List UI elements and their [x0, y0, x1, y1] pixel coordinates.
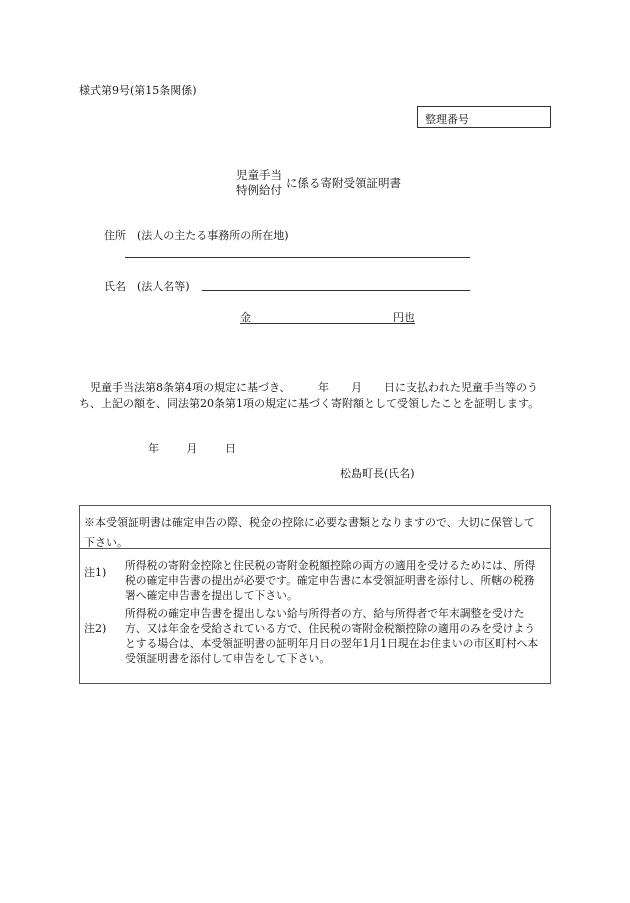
- document-title: [236, 168, 401, 198]
- title-stack: [236, 168, 282, 198]
- name-label: 氏名: [104, 280, 126, 293]
- date-year: 年: [148, 442, 159, 455]
- notice-text: ※本受領証明書は確定申告の際、税金の控除に必要な書類となりますので、大切に保管して下さい。: [84, 516, 535, 549]
- address-hint: (法人の主たる事務所の所在地): [137, 229, 289, 242]
- reference-number-label: 整理番号: [425, 113, 469, 126]
- note-2-text: 所得税の確定申告書を提出しない給与所得者の方、給与所得者で年末調整を受けた方、又は年金を受給されている方で、住民税の寄附金税額控除の適用のみを受けようとする場合は、本受領証明書の証明年月日の翌年1月1日現在お住まいの市区町村へ本受領証明書を添付して申告をして下さい。: [125, 607, 539, 665]
- name-input-line[interactable]: [202, 290, 470, 291]
- note-1-label: 注1): [84, 566, 107, 579]
- note-2-label: 注2): [84, 622, 107, 635]
- address-input-line[interactable]: [125, 257, 470, 258]
- address-label: 住所: [104, 229, 126, 242]
- date-day: 日: [225, 442, 236, 455]
- notes-divider: [80, 548, 550, 549]
- title-suffix: に係る寄附受領証明書: [286, 176, 401, 190]
- amount-prefix: 金: [240, 311, 251, 324]
- certification-sentence: 児童手当法第8条第4項の規定に基づき、 年 月 日に支払われた児童手当等のうち、上記の額を、同法第20条第1項の規定に基づく寄附額として受領したことを証明します。: [79, 381, 540, 410]
- reference-number-box[interactable]: [417, 106, 551, 128]
- amount-suffix: 円也: [393, 311, 415, 324]
- name-hint: (法人名等): [137, 280, 190, 293]
- issuer-signature: 松島町長(氏名): [340, 467, 415, 480]
- date-month: 月: [186, 442, 198, 455]
- form-number: 様式第9号(第15条関係): [79, 84, 197, 97]
- certification-text: [79, 380, 549, 412]
- notes-box: [79, 505, 551, 684]
- amount-field[interactable]: [240, 309, 415, 324]
- title-line-2: 特例給付: [236, 183, 282, 197]
- note-1-text: 所得税の寄附金控除と住民税の寄附金税額控除の両方の適用を受けるためには、所得税の確定申告書の提出が必要です。確定申告書に本受領証明書を添付し、所轄の税務署へ確定申告書を提出して下さい。: [125, 559, 536, 602]
- title-line-1: 児童手当: [236, 168, 282, 182]
- issue-date: [148, 440, 260, 456]
